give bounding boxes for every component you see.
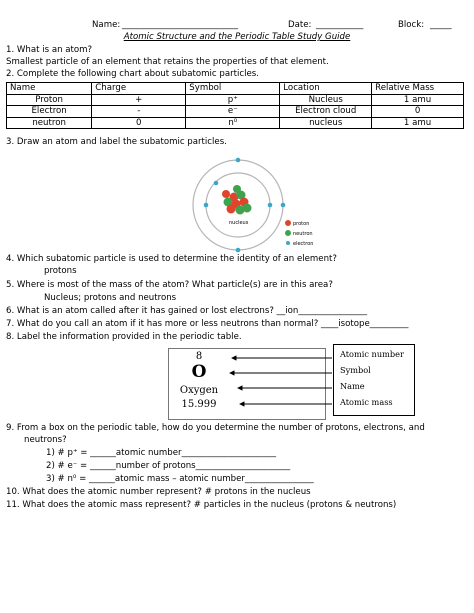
table-cell: 1 amu: [372, 94, 464, 106]
table-cell: +: [92, 94, 186, 106]
question-8: 8. Label the information provided in the periodic table.: [6, 332, 242, 342]
question-4: 4. Which subatomic particle is used to determine the identity of an element?: [6, 254, 337, 264]
subatomic-particle-table: [6, 82, 464, 129]
table-header: Symbol: [186, 83, 280, 95]
label-name: Name: [340, 381, 365, 391]
block-label: Block:: [398, 20, 425, 30]
table-cell: p⁺: [186, 94, 280, 106]
label-arrows: [220, 350, 335, 420]
answer-4: protons: [44, 266, 77, 276]
question-9-item: 1) # p⁺ = ______atomic number______________________: [46, 448, 277, 458]
legend-neutron: neutron: [293, 231, 313, 237]
question-5: 5. Where is most of the mass of the atom? What particle(s) are in this area?: [6, 280, 333, 290]
table-header: Name: [7, 83, 92, 95]
table-header-row: [7, 83, 464, 95]
table-cell: 0: [92, 117, 186, 129]
answer-5: Nucleus; protons and neutrons: [44, 293, 177, 303]
question-9-item: 2) # e⁻ = ______number of protons______________________: [46, 461, 291, 471]
table-cell: neutron: [7, 117, 92, 129]
table-cell: nucleus: [280, 117, 372, 129]
table-cell: 1 amu: [372, 117, 464, 129]
nucleus: [222, 185, 252, 215]
element-name: Oxygen: [179, 385, 219, 396]
question-6: 6. What is an atom called after it has gained or lost electrons? __ion________________: [6, 306, 368, 316]
page-title: Atomic Structure and the Periodic Table Study Guide: [123, 32, 351, 42]
question-9-cont: neutrons?: [24, 435, 67, 445]
name-label: Name:: [92, 20, 121, 30]
atom-legend: [285, 220, 313, 247]
atom-diagram: [190, 155, 325, 255]
atomic-number: 8: [195, 351, 203, 362]
table-cell: Electron: [7, 106, 92, 118]
question-10: 10. What does the atomic number represent? # protons in the nucleus: [6, 487, 311, 497]
label-atomic-mass: Atomic mass: [340, 397, 393, 407]
table-header: Location: [280, 83, 372, 95]
table-cell: n⁰: [186, 117, 280, 129]
question-7: 7. What do you call an atom if it has more or less neutrons than normal? ____isotope_________: [6, 319, 409, 329]
table-header: Charge: [92, 83, 186, 95]
element-symbol: O: [191, 362, 207, 382]
table-header: Relative Mass: [372, 83, 464, 95]
table-cell: Proton: [7, 94, 92, 106]
legend-electron: electron: [293, 241, 314, 247]
question-9: 9. From a box on the periodic table, how do you determine the number of protons, electrons, and: [6, 423, 425, 433]
table-row: [7, 117, 464, 129]
legend-proton: proton: [293, 221, 310, 227]
nucleus-label: nucleus: [229, 220, 249, 226]
date-blank[interactable]: ___________: [316, 20, 364, 30]
answer-1: Smallest particle of an element that retains the properties of that element.: [6, 57, 329, 67]
table-row: [7, 94, 464, 106]
question-3: 3. Draw an atom and label the subatomic particles.: [6, 137, 227, 147]
atomic-mass: 15.999: [181, 399, 217, 410]
date-label: Date:: [288, 20, 312, 30]
table-cell: 0: [372, 106, 464, 118]
question-1: 1. What is an atom?: [6, 45, 93, 55]
table-cell: -: [92, 106, 186, 118]
table-cell: Electron cloud: [280, 106, 372, 118]
table-row: [7, 106, 464, 118]
block-blank[interactable]: _____: [430, 20, 452, 30]
label-atomic-number: Atomic number: [340, 349, 404, 359]
question-9-item: 3) # n⁰ = ______atomic mass – atomic number________________: [46, 474, 314, 484]
name-blank[interactable]: ___________________________: [122, 20, 239, 30]
table-cell: Nucleus: [280, 94, 372, 106]
question-2: 2. Complete the following chart about subatomic particles.: [6, 69, 259, 79]
question-11: 11. What does the atomic mass represent? # particles in the nucleus (protons & neutrons): [6, 500, 397, 510]
label-box: [333, 344, 415, 416]
table-cell: e⁻: [186, 106, 280, 118]
label-symbol: Symbol: [340, 365, 371, 375]
